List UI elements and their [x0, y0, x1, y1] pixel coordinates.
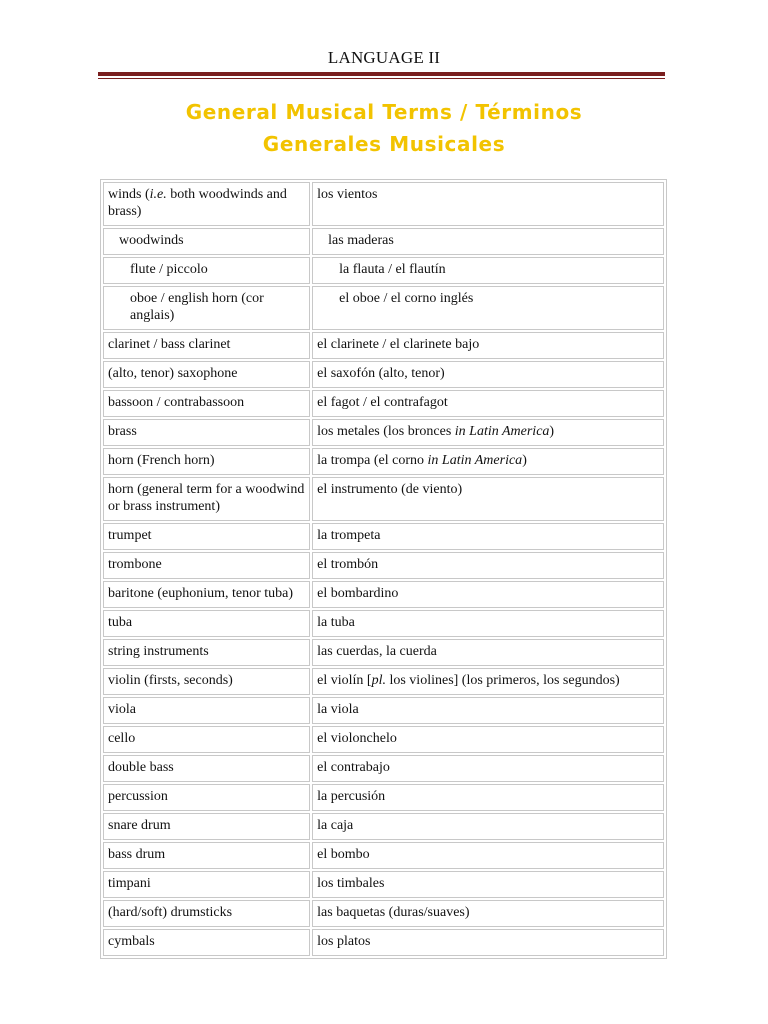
- english-term-cell-text: [108, 481, 305, 515]
- spanish-term-cell: [312, 813, 664, 840]
- table-row: [103, 552, 664, 579]
- table-row: [103, 842, 664, 869]
- english-term-cell: [103, 419, 310, 446]
- english-term-cell-text: [108, 232, 305, 249]
- table-row: [103, 477, 664, 521]
- english-term-cell: [103, 813, 310, 840]
- spanish-term-cell: [312, 477, 664, 521]
- spanish-term-cell: [312, 581, 664, 608]
- english-term-cell-text: [108, 394, 305, 411]
- spanish-term-cell: [312, 257, 664, 284]
- english-term-cell: [103, 182, 310, 226]
- spanish-term-cell-text-main: las maderas: [328, 233, 394, 248]
- spanish-term-cell-text-main: las cuerdas, la cuerda: [317, 644, 437, 659]
- english-term-cell: [103, 448, 310, 475]
- english-term-cell-text-main: viola: [108, 702, 136, 717]
- table-row: [103, 419, 664, 446]
- english-term-cell-text: [108, 875, 305, 892]
- english-term-cell-text-main: clarinet / bass clarinet: [108, 337, 231, 352]
- spanish-term-cell-text: [317, 817, 659, 834]
- english-term-cell: [103, 552, 310, 579]
- spanish-term-cell-text-main: la trompa (el corno: [317, 453, 428, 468]
- english-term-cell: [103, 668, 310, 695]
- english-term-cell-text: [108, 701, 305, 718]
- english-term-cell: [103, 581, 310, 608]
- table-row: [103, 332, 664, 359]
- english-term-cell: [103, 784, 310, 811]
- english-term-cell-text-main: tuba: [108, 615, 133, 630]
- english-term-cell-text-main: cello: [108, 731, 136, 746]
- english-term-cell-text-main: bass drum: [108, 847, 166, 862]
- english-term-cell: [103, 842, 310, 869]
- spanish-term-cell: [312, 929, 664, 956]
- table-row: [103, 610, 664, 637]
- spanish-term-cell-text: [317, 423, 659, 440]
- table-row: [103, 182, 664, 226]
- table-row: [103, 523, 664, 550]
- english-term-cell-text: [108, 730, 305, 747]
- english-term-cell-text: [108, 788, 305, 805]
- spanish-term-cell-text-italic: in Latin America: [454, 424, 550, 439]
- table-row: [103, 755, 664, 782]
- spanish-term-cell-text-main: la percusión: [317, 789, 386, 804]
- spanish-term-cell-text: [317, 730, 659, 747]
- spanish-term-cell-text: [317, 527, 659, 544]
- spanish-term-cell-text-italic: pl.: [371, 673, 386, 688]
- english-term-cell-text: [108, 933, 305, 950]
- spanish-term-cell-text-main: los platos: [317, 934, 371, 949]
- english-term-cell-text: [108, 759, 305, 776]
- spanish-term-cell-text-main: los vientos: [317, 187, 378, 202]
- spanish-term-cell: [312, 610, 664, 637]
- spanish-term-cell-text-main: el oboe / el corno inglés: [339, 291, 474, 306]
- spanish-term-cell-text-main: el bombardino: [317, 586, 399, 601]
- document-title: [0, 96, 768, 160]
- english-term-cell-text-main: snare drum: [108, 818, 171, 833]
- table-row: [103, 871, 664, 898]
- english-term-cell: [103, 286, 310, 330]
- terms-table-body: [103, 182, 664, 956]
- header-rule-thin: [98, 78, 665, 79]
- english-term-cell: [103, 755, 310, 782]
- english-term-cell-text: [108, 672, 305, 689]
- spanish-term-cell: [312, 419, 664, 446]
- table-row: [103, 448, 664, 475]
- header-title: LANGUAGE II: [327, 48, 441, 67]
- table-row: [103, 581, 664, 608]
- spanish-term-cell-text: [317, 394, 659, 411]
- english-term-cell-text-main: horn (general term for a woodwind or brass instrument): [108, 482, 305, 514]
- english-term-cell-text: [108, 452, 305, 469]
- english-term-cell: [103, 477, 310, 521]
- table-row: [103, 813, 664, 840]
- english-term-cell-text: [108, 365, 305, 382]
- spanish-term-cell-text-main: los metales (los bronces: [317, 424, 455, 439]
- english-term-cell-text-main: flute / piccolo: [130, 262, 208, 277]
- english-term-cell: [103, 390, 310, 417]
- spanish-term-cell-text-main: la flauta / el flautín: [339, 262, 446, 277]
- spanish-term-cell-text: [317, 672, 659, 689]
- spanish-term-cell-text-suffix: los violines] (los primeros, los segundos): [385, 673, 620, 688]
- spanish-term-cell: [312, 448, 664, 475]
- spanish-term-cell-text: [317, 290, 659, 307]
- spanish-term-cell: [312, 361, 664, 388]
- spanish-term-cell-text-main: las baquetas (duras/suaves): [317, 905, 470, 920]
- table-row: [103, 390, 664, 417]
- english-term-cell-text-main: (alto, tenor) saxophone: [108, 366, 238, 381]
- spanish-term-cell: [312, 228, 664, 255]
- english-term-cell: [103, 726, 310, 753]
- english-term-cell-text: [108, 846, 305, 863]
- english-term-cell-text-suffix: both woodwinds and brass): [108, 187, 287, 219]
- spanish-term-cell-text-suffix: ): [549, 424, 555, 439]
- spanish-term-cell: [312, 332, 664, 359]
- spanish-term-cell-text-main: la trompeta: [317, 528, 381, 543]
- table-row: [103, 784, 664, 811]
- spanish-term-cell-text: [317, 701, 659, 718]
- english-term-cell-text-main: double bass: [108, 760, 174, 775]
- english-term-cell-text-main: percussion: [108, 789, 168, 804]
- english-term-cell-text-main: woodwinds: [119, 233, 184, 248]
- english-term-cell-text: [108, 186, 305, 220]
- table-row: [103, 286, 664, 330]
- document-title-line-1: General Musical Terms / Términos: [185, 100, 583, 124]
- spanish-term-cell-text: [317, 788, 659, 805]
- spanish-term-cell: [312, 697, 664, 724]
- spanish-term-cell-text-main: el violonchelo: [317, 731, 397, 746]
- spanish-term-cell-text-main: el instrumento (de viento): [317, 482, 463, 497]
- spanish-term-cell-text: [317, 759, 659, 776]
- english-term-cell-text: [108, 556, 305, 573]
- spanish-term-cell-text-main: la viola: [317, 702, 359, 717]
- table-row: [103, 697, 664, 724]
- english-term-cell-text: [108, 614, 305, 631]
- document-title-line-2: Generales Musicales: [262, 132, 506, 156]
- english-term-cell-text-italic: i.e.: [149, 187, 167, 202]
- spanish-term-cell-text: [317, 904, 659, 921]
- english-term-cell: [103, 929, 310, 956]
- spanish-term-cell: [312, 871, 664, 898]
- spanish-term-cell: [312, 784, 664, 811]
- spanish-term-cell-text: [317, 186, 659, 203]
- english-term-cell-text: [108, 585, 305, 602]
- table-row: [103, 668, 664, 695]
- spanish-term-cell: [312, 523, 664, 550]
- spanish-term-cell-text-main: el saxofón (alto, tenor): [317, 366, 445, 381]
- spanish-term-cell: [312, 390, 664, 417]
- english-term-cell: [103, 697, 310, 724]
- english-term-cell-text-main: horn (French horn): [108, 453, 215, 468]
- spanish-term-cell-text: [317, 365, 659, 382]
- spanish-term-cell-text: [317, 481, 659, 498]
- spanish-term-cell-text: [317, 232, 659, 249]
- spanish-term-cell-text-main: el trombón: [317, 557, 379, 572]
- english-term-cell: [103, 257, 310, 284]
- spanish-term-cell-text: [317, 846, 659, 863]
- spanish-term-cell-text: [317, 336, 659, 353]
- spanish-term-cell-text: [317, 585, 659, 602]
- spanish-term-cell-text: [317, 643, 659, 660]
- spanish-term-cell-text: [317, 933, 659, 950]
- english-term-cell-text-main: string instruments: [108, 644, 209, 659]
- english-term-cell-text-main: (hard/soft) drumsticks: [108, 905, 233, 920]
- spanish-term-cell-text: [317, 261, 659, 278]
- table-row: [103, 228, 664, 255]
- english-term-cell-text: [108, 290, 305, 324]
- english-term-cell-text-main: cymbals: [108, 934, 155, 949]
- spanish-term-cell-text: [317, 556, 659, 573]
- english-term-cell-text-main: trumpet: [108, 528, 152, 543]
- spanish-term-cell: [312, 668, 664, 695]
- english-term-cell: [103, 361, 310, 388]
- english-term-cell-text-main: timpani: [108, 876, 151, 891]
- english-term-cell-text-main: bassoon / contrabassoon: [108, 395, 245, 410]
- english-term-cell-text-main: trombone: [108, 557, 162, 572]
- table-row: [103, 900, 664, 927]
- spanish-term-cell: [312, 639, 664, 666]
- table-row: [103, 929, 664, 956]
- english-term-cell: [103, 332, 310, 359]
- spanish-term-cell: [312, 755, 664, 782]
- spanish-term-cell-text-main: los timbales: [317, 876, 385, 891]
- table-row: [103, 639, 664, 666]
- spanish-term-cell-text-main: el violín [: [317, 673, 372, 688]
- header-rule-thick: [98, 72, 665, 76]
- english-term-cell-text: [108, 904, 305, 921]
- spanish-term-cell: [312, 552, 664, 579]
- english-term-cell: [103, 228, 310, 255]
- english-term-cell-text: [108, 423, 305, 440]
- spanish-term-cell-text-main: el contrabajo: [317, 760, 390, 775]
- english-term-cell-text-main: brass: [108, 424, 137, 439]
- terms-table: [100, 179, 667, 959]
- english-term-cell-text: [108, 817, 305, 834]
- spanish-term-cell: [312, 286, 664, 330]
- english-term-cell: [103, 639, 310, 666]
- english-term-cell-text: [108, 527, 305, 544]
- spanish-term-cell: [312, 900, 664, 927]
- spanish-term-cell: [312, 182, 664, 226]
- spanish-term-cell: [312, 842, 664, 869]
- spanish-term-cell-text-italic: in Latin America: [427, 453, 523, 468]
- english-term-cell-text: [108, 336, 305, 353]
- english-term-cell-text: [108, 261, 305, 278]
- english-term-cell-text-main: winds (: [108, 187, 150, 202]
- english-term-cell: [103, 871, 310, 898]
- english-term-cell: [103, 900, 310, 927]
- spanish-term-cell-text-main: la caja: [317, 818, 354, 833]
- table-row: [103, 726, 664, 753]
- english-term-cell-text-main: baritone (euphonium, tenor tuba): [108, 586, 294, 601]
- english-term-cell: [103, 610, 310, 637]
- spanish-term-cell-text-main: el bombo: [317, 847, 370, 862]
- spanish-term-cell-text: [317, 614, 659, 631]
- english-term-cell: [103, 523, 310, 550]
- spanish-term-cell-text-main: la tuba: [317, 615, 355, 630]
- spanish-term-cell-text-main: el clarinete / el clarinete bajo: [317, 337, 480, 352]
- spanish-term-cell-text: [317, 452, 659, 469]
- english-term-cell-text-main: violin (firsts, seconds): [108, 673, 233, 688]
- english-term-cell-text: [108, 643, 305, 660]
- spanish-term-cell-text: [317, 875, 659, 892]
- table-row: [103, 361, 664, 388]
- spanish-term-cell-text-suffix: ): [522, 453, 527, 468]
- spanish-term-cell-text-main: el fagot / el contrafagot: [317, 395, 448, 410]
- english-term-cell-text-main: oboe / english horn (cor anglais): [130, 291, 264, 323]
- spanish-term-cell: [312, 726, 664, 753]
- table-row: [103, 257, 664, 284]
